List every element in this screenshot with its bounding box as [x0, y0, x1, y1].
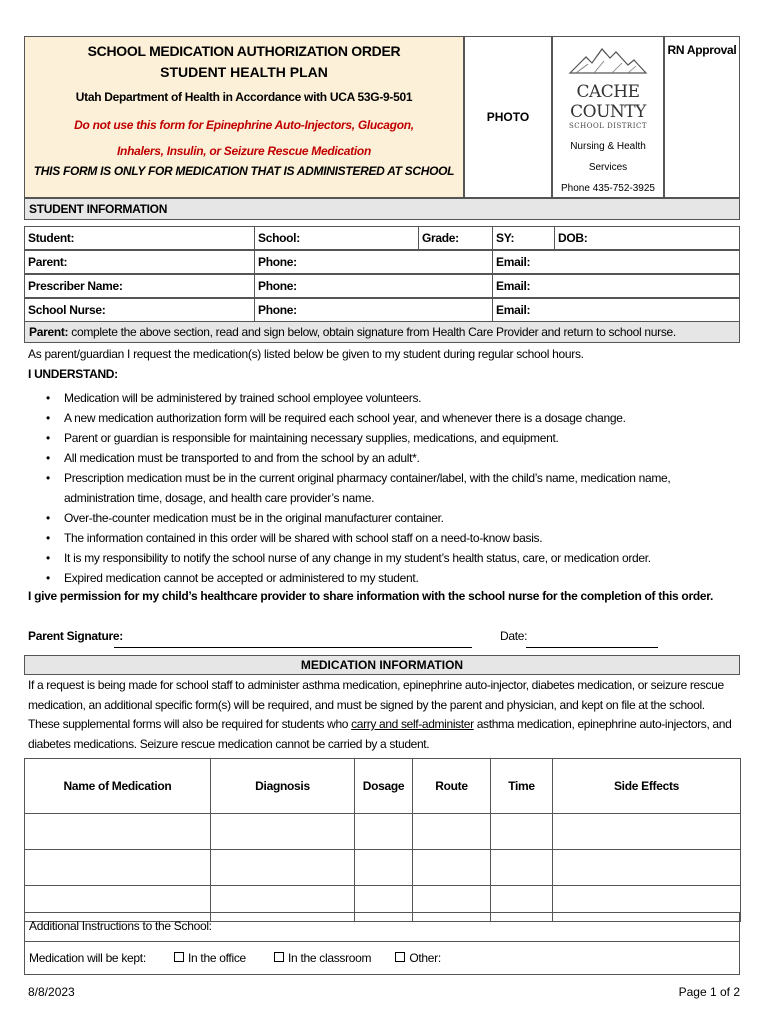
table-cell[interactable]: [553, 850, 741, 886]
classroom-checkbox[interactable]: [274, 952, 284, 962]
school-field[interactable]: School:: [255, 227, 419, 249]
permission-statement: I give permission for my child’s healthcare provider to share information with the school nurse for the completion of this order.: [28, 589, 713, 603]
table-cell[interactable]: [355, 814, 413, 850]
col-header-time: Time: [491, 759, 553, 814]
prescriber-field[interactable]: Prescriber Name:: [25, 275, 255, 297]
student-field[interactable]: Student:: [25, 227, 255, 249]
col-header-diagnosis: Diagnosis: [211, 759, 355, 814]
dob-field[interactable]: DOB:: [558, 231, 588, 245]
form-warning: Do not use this form for Epinephrine Auto-Injectors, Glucagon, Inhalers, Insulin, or Seizure Rescue Medication: [74, 118, 414, 158]
parent-request: As parent/guardian I request the medication(s) listed below be given to my student during regular school hours.: [28, 347, 584, 361]
col-header-dosage: Dosage: [355, 759, 413, 814]
nurse-row: [24, 298, 740, 322]
prescriber-phone-field[interactable]: Phone:: [255, 275, 493, 297]
table-cell[interactable]: [211, 850, 355, 886]
list-item: • The information contained in this order will be shared with school staff on a need-to-know basis.: [28, 528, 738, 548]
parent-email-field[interactable]: Email:: [496, 255, 531, 269]
parent-phone-field[interactable]: Phone:: [255, 251, 493, 273]
phone-number: Phone 435-752-3925: [561, 183, 655, 194]
table-cell[interactable]: [491, 850, 553, 886]
table-row: [25, 814, 741, 850]
table-cell[interactable]: [25, 814, 211, 850]
nurse-phone-field[interactable]: Phone:: [255, 299, 493, 321]
list-item: • Over-the-counter medication must be in the original manufacturer container.: [28, 508, 738, 528]
grade-field[interactable]: Grade:: [419, 227, 493, 249]
table-cell[interactable]: [491, 814, 553, 850]
list-item: • Medication will be administered by trained school employee volunteers.: [28, 388, 738, 408]
parent-signature-line[interactable]: [114, 646, 472, 648]
list-item: • Prescription medication must be in the current original pharmacy container/label, with the child’s name, medication name, administration time, dosage, and health care provider’s name.: [28, 468, 738, 508]
table-cell[interactable]: [553, 814, 741, 850]
nurse-email-field[interactable]: Email:: [496, 303, 531, 317]
form-revision-date: 8/8/2023: [28, 985, 75, 999]
medication-table: [24, 758, 741, 922]
office-option-label: In the office: [187, 951, 246, 965]
col-header-route: Route: [413, 759, 491, 814]
table-cell[interactable]: [355, 850, 413, 886]
list-item: • A new medication authorization form will be required each school year, and whenever there is a dosage change.: [28, 408, 738, 428]
other-option-label: Other:: [409, 951, 441, 965]
page-number: Page 1 of 2: [678, 985, 740, 999]
list-item: • It is my responsibility to notify the school nurse of any change in my student’s health status, care, or medication order.: [28, 548, 738, 568]
table-header-row: [25, 759, 741, 814]
table-cell[interactable]: [211, 814, 355, 850]
school-nurse-field[interactable]: School Nurse:: [25, 299, 255, 321]
medication-info-heading: MEDICATION INFORMATION: [24, 655, 740, 675]
district-logo-block: [552, 36, 664, 198]
understand-list: [28, 388, 738, 588]
form-subtitle: STUDENT HEALTH PLAN: [160, 64, 328, 80]
district-name: CACHE COUNTY: [570, 82, 646, 122]
table-cell[interactable]: [25, 850, 211, 886]
additional-instructions-label: Additional Instructions to the School:: [29, 919, 212, 933]
form-scope-note: THIS FORM IS ONLY FOR MEDICATION THAT IS ADMINISTERED AT SCHOOL: [33, 164, 455, 178]
list-item: • Expired medication cannot be accepted or administered to my student.: [28, 568, 738, 588]
prescriber-row: [24, 274, 740, 298]
district-subname: SCHOOL DISTRICT: [568, 122, 647, 130]
col-header-side-effects: Side Effects: [553, 759, 741, 814]
list-item: • All medication must be transported to and from the school by an adult*.: [28, 448, 738, 468]
sy-field[interactable]: SY:: [493, 227, 555, 249]
additional-instructions-field[interactable]: [24, 912, 740, 942]
photo-box: [464, 36, 552, 198]
student-info-heading: STUDENT INFORMATION: [24, 198, 740, 220]
rn-approval-box[interactable]: [664, 36, 740, 198]
photo-label: PHOTO: [486, 110, 530, 124]
form-authority: Utah Department of Health in Accordance with UCA 53G-9-501: [75, 90, 413, 104]
table-cell[interactable]: [413, 850, 491, 886]
understand-heading: I UNDERSTAND:: [28, 367, 118, 381]
classroom-option-label: In the classroom: [288, 951, 372, 965]
services-label: Nursing & Health Services: [570, 141, 646, 173]
parent-instructions: Parent: complete the above section, read and sign below, obtain signature from Health Care Provider and return to school nurse.: [24, 321, 740, 343]
parent-field[interactable]: Parent:: [25, 251, 255, 273]
list-item: • Parent or guardian is responsible for maintaining necessary supplies, medications, and equipment.: [28, 428, 738, 448]
medication-notice: If a request is being made for school staff to administer asthma medication, epinephrine auto-injector, diabetes medication, or seizure rescue medication, an additional specific form(s) will be required, and must be signed by the parent and physician, and kept on file at the school. These supplemental forms will also be required for students who carry and self-administer asthma medication, epinephrine auto-injectors, and diabetes medications. Seizure rescue medication cannot be carried by a student.: [28, 678, 732, 751]
office-checkbox[interactable]: [174, 952, 184, 962]
storage-row: [24, 941, 740, 975]
date-label: Date:: [500, 629, 528, 643]
parent-signature-label: Parent Signature:: [28, 629, 123, 643]
mountain-logo-icon: [568, 43, 648, 77]
prescriber-email-field[interactable]: Email:: [496, 279, 531, 293]
date-line[interactable]: [526, 646, 658, 648]
rn-approval-label: RN Approval: [667, 43, 737, 57]
other-checkbox[interactable]: [395, 952, 405, 962]
storage-label: Medication will be kept:: [29, 951, 146, 965]
col-header-medication: Name of Medication: [25, 759, 211, 814]
parent-row: [24, 250, 740, 274]
table-row: [25, 850, 741, 886]
form-title: SCHOOL MEDICATION AUTHORIZATION ORDER: [87, 43, 401, 59]
student-row: [24, 226, 740, 250]
form-title-block: [24, 36, 464, 198]
table-cell[interactable]: [413, 814, 491, 850]
